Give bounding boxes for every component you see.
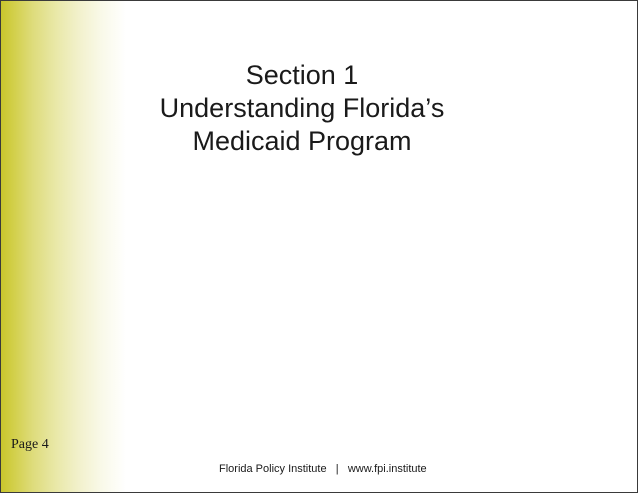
footer-separator: | bbox=[335, 463, 339, 475]
footer-website: www.fpi.institute bbox=[347, 463, 427, 475]
page-number: Page 4 bbox=[11, 437, 49, 452]
title-line-section: Section 1 bbox=[245, 60, 359, 90]
title-line-medicaid: Medicaid Program bbox=[192, 126, 412, 156]
footer bbox=[219, 463, 427, 475]
slide-title bbox=[126, 59, 478, 158]
footer-organization: Florida Policy Institute bbox=[219, 463, 327, 475]
title-line-understanding: Understanding Florida’s bbox=[159, 93, 445, 123]
